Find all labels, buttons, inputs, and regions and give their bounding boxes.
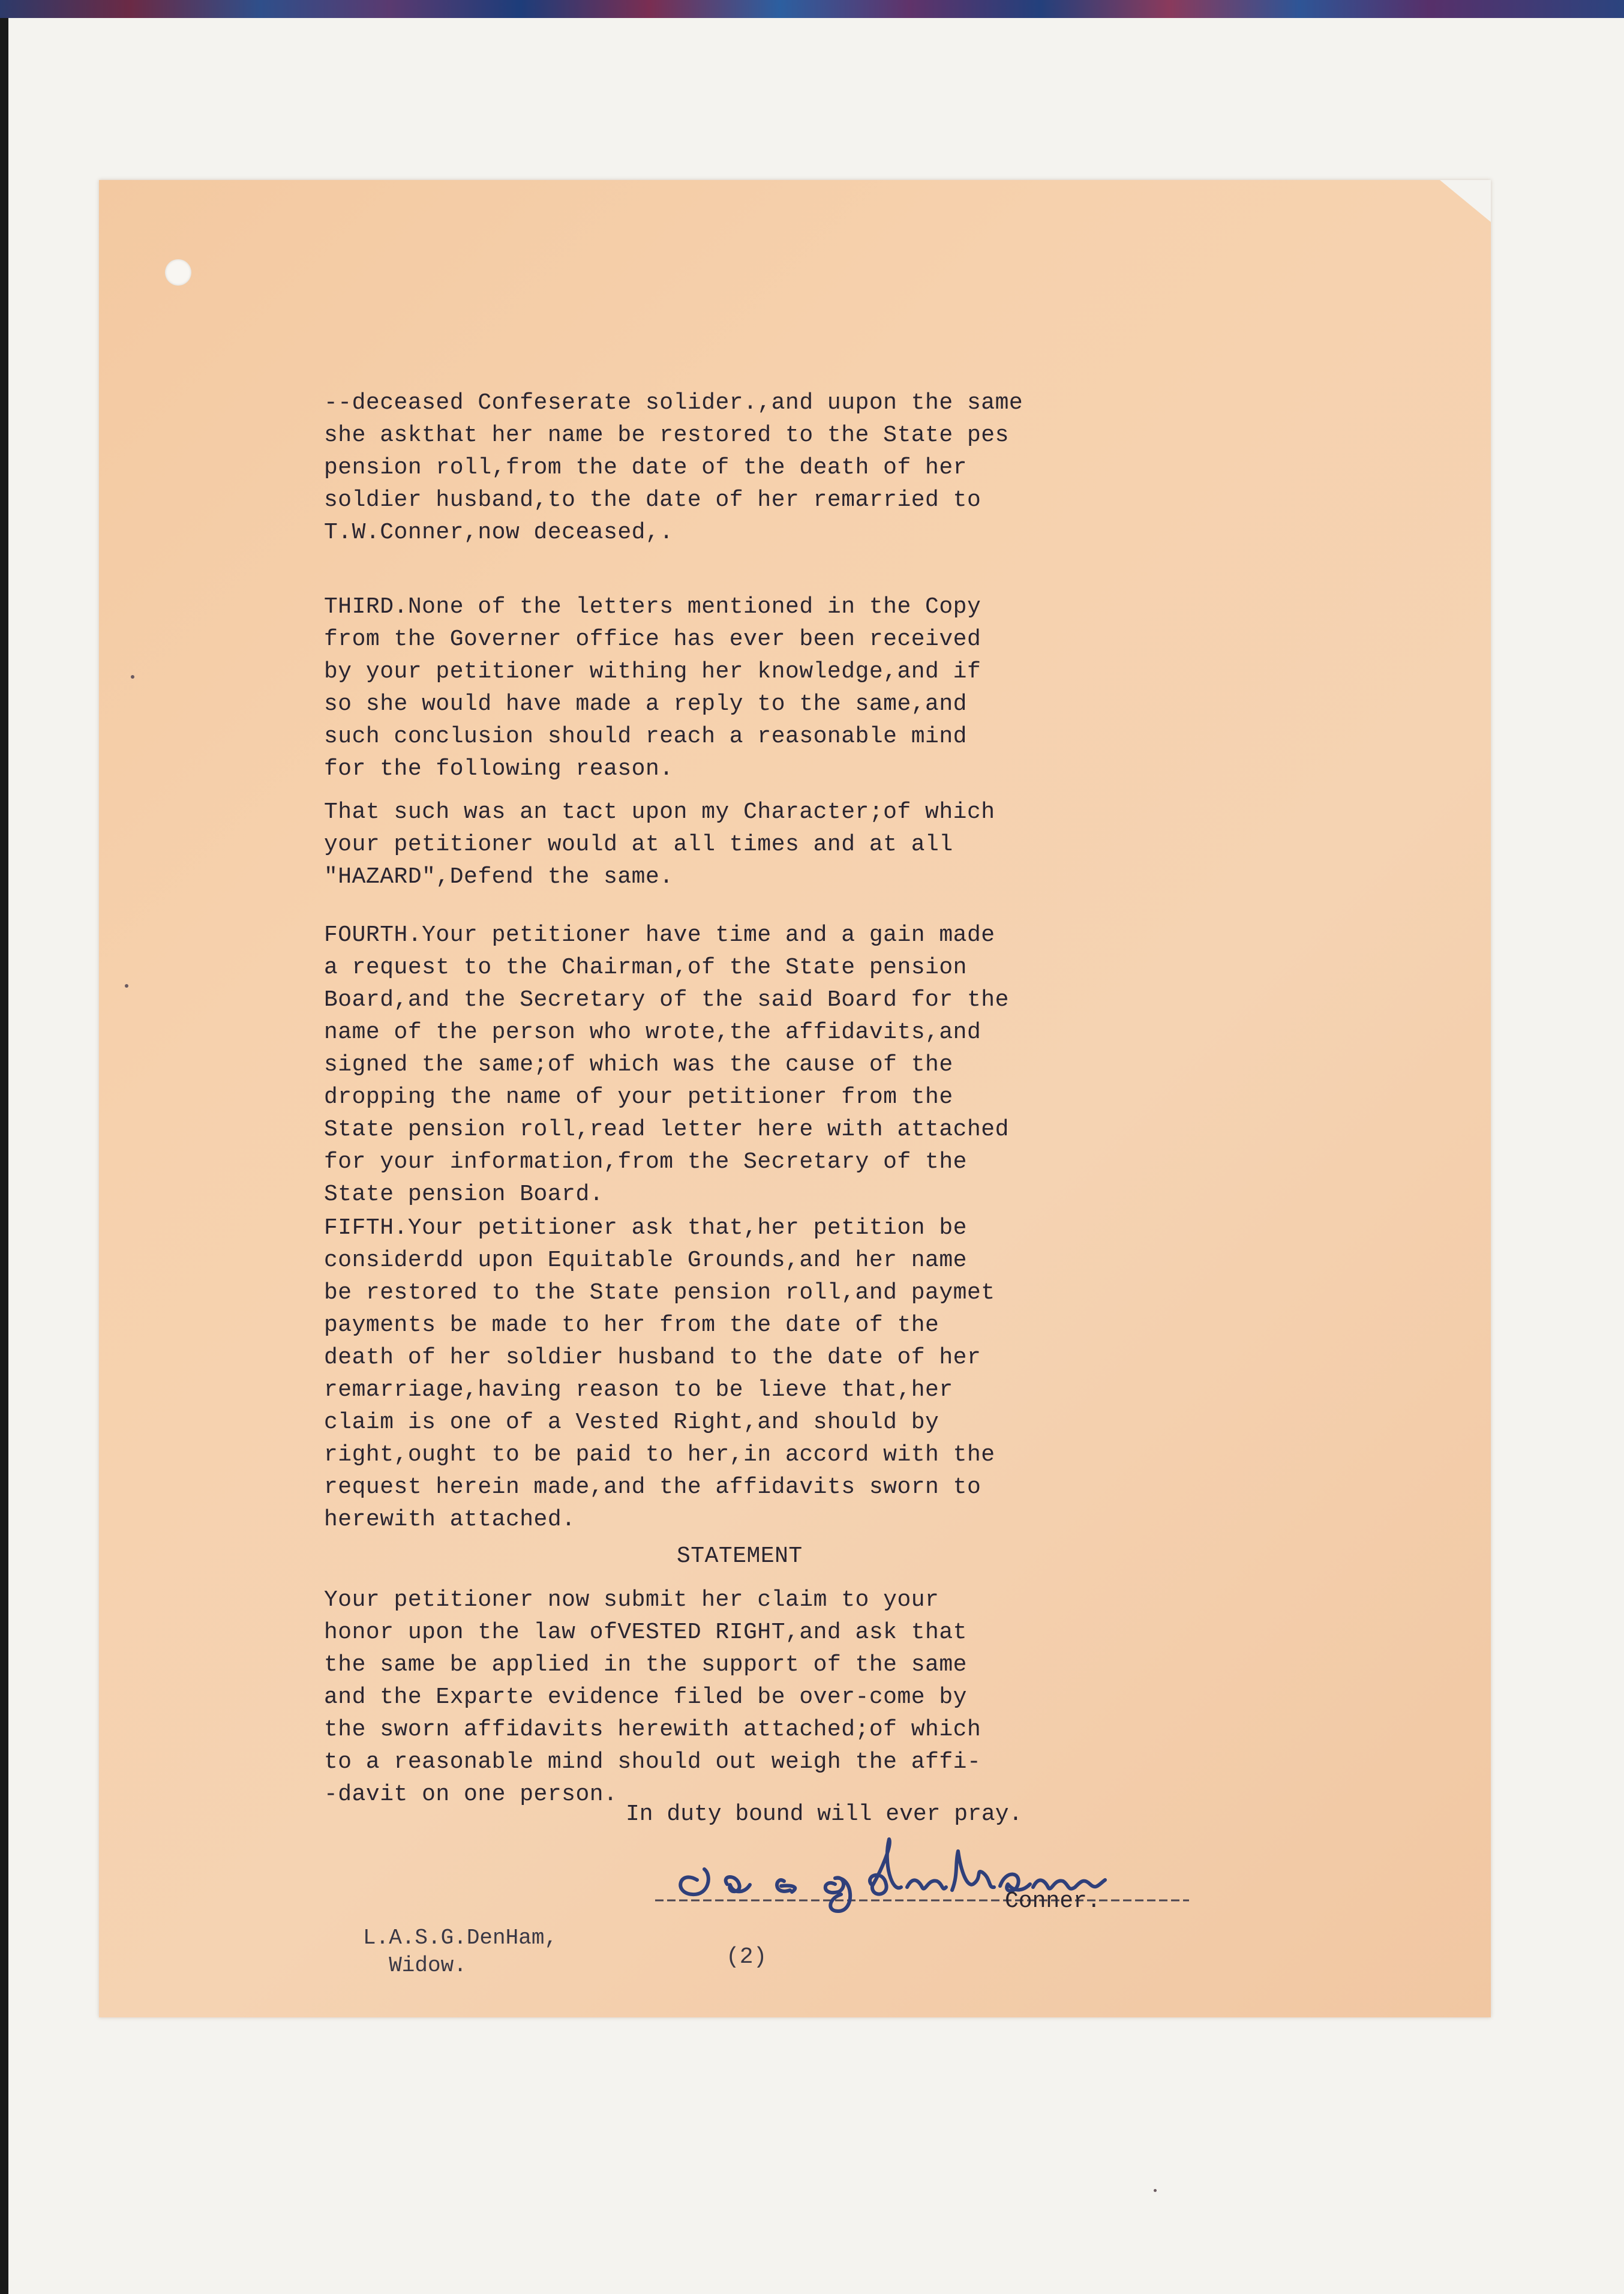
- folded-corner: [1440, 180, 1491, 222]
- footer-name: L.A.S.G.DenHam, Widow.: [363, 1926, 558, 1978]
- punch-hole: [165, 259, 191, 286]
- statement-heading: STATEMENT: [677, 1543, 803, 1569]
- signature-suffix: Conner.: [1005, 1888, 1101, 1914]
- paragraph-third: THIRD.None of the letters mentioned in the Copy from the Governer office has ever been received by your petitioner withing her knowledge,and if so she would have made a reply to the same,and such conclusion should reach a reasonable mind for the following reason.: [324, 594, 981, 782]
- scan-edge-strip: [0, 0, 1624, 18]
- closing-line: In duty bound will ever pray.: [626, 1801, 1023, 1827]
- paragraph-character: That such was an tact upon my Character;of which your petitioner would at all times and at all "HAZARD",Defend the same.: [324, 799, 995, 890]
- scan-left-edge: [0, 18, 8, 2294]
- statement-paragraph: Your petitioner now submit her claim to your honor upon the law ofVESTED RIGHT,and ask that the same be applied in the support of the same and the Exparte evidence filed be over-come by the sworn affidavits herewith attached;of which to a reasonable mind should out weigh the affi- -davit on one person.: [324, 1587, 981, 1807]
- stray-mark: [1154, 2189, 1157, 2192]
- stray-mark: [125, 984, 128, 988]
- paragraph-fourth: FOURTH.Your petitioner have time and a gain made a request to the Chairman,of the State pension Board,and the Secretary of the said Board for the name of the person who wrote,the affidavits,and signed the same;of which was the cause of the dropping the name of your petitioner from the State pension roll,read letter here with attached for your information,from the Secretary of the State pension Board.: [324, 922, 1009, 1207]
- paragraph-intro: --deceased Confeserate solider.,and uupon the same she askthat her name be restored to the State pes pension roll,from the date of the death of her soldier husband,to the date of her remarried to T.W.Conner,now deceased,.: [324, 390, 1023, 545]
- stray-mark: [131, 675, 134, 679]
- handwritten-signature: [655, 1827, 1303, 1917]
- paragraph-fifth: FIFTH.Your petitioner ask that,her petition be considerdd upon Equitable Grounds,and her name be restored to the State pension roll,and paymet payments be made to her from the date of the death of her soldier husband to the date of her remarriage,having reason to be lieve that,her claim is one of a Vested Right,and should by right,ought to be paid to her,in accord with the request herein made,and the affidavits sworn to herewith attached.: [324, 1215, 995, 1533]
- page-number: (2): [726, 1944, 767, 1970]
